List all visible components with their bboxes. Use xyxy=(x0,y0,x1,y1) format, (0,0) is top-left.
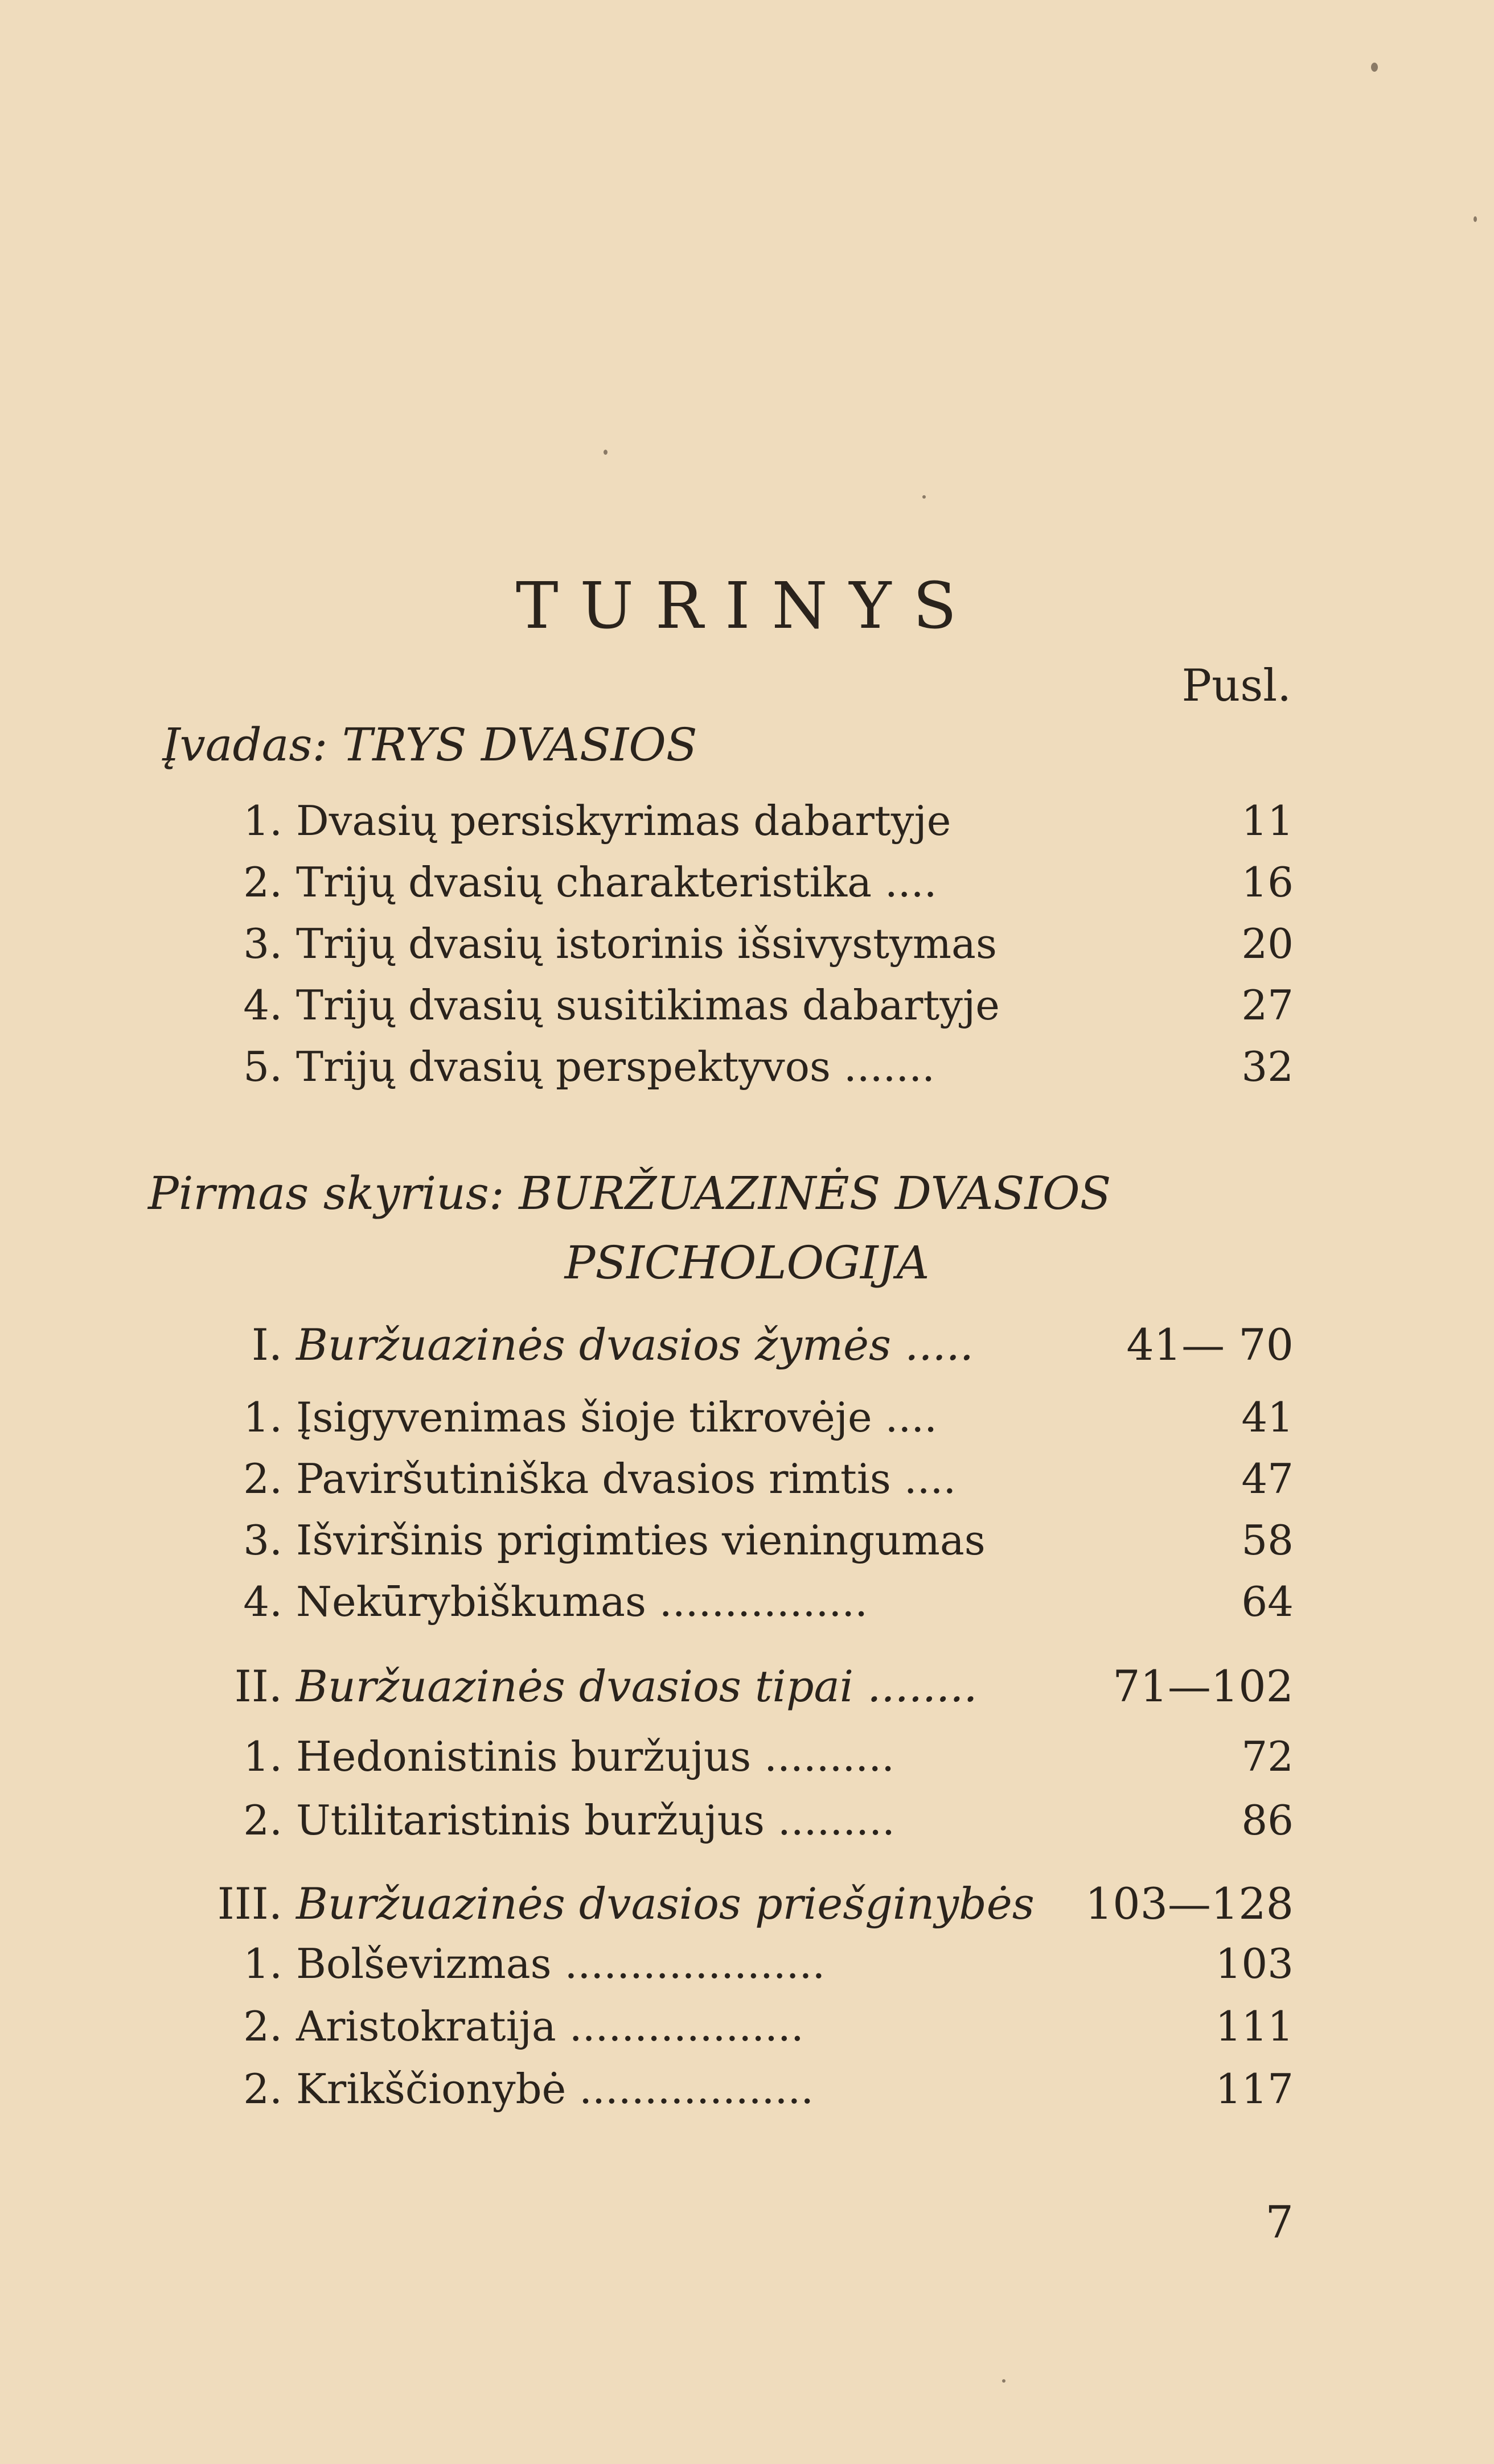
toc-section xyxy=(0,1878,1494,1935)
chapter-subheading: PSICHOLOGIJA xyxy=(564,1236,930,1289)
entry-number: 4. xyxy=(243,981,282,1029)
entry-page: 58 xyxy=(1241,1516,1294,1564)
toc-entry xyxy=(0,2002,1494,2059)
entry-page: 11 xyxy=(1241,797,1294,845)
toc-entry xyxy=(0,797,1494,854)
section-number: II. xyxy=(234,1661,282,1712)
section-pages: 41— 70 xyxy=(1126,1319,1294,1370)
entry-number: 4. xyxy=(243,1578,282,1626)
entry-title: Trijų dvasių charakteristika .... xyxy=(296,858,937,906)
paper-speck xyxy=(1002,2379,1005,2383)
entry-title: Bolševizmas .................... xyxy=(296,1940,826,1988)
toc-entry xyxy=(0,1578,1494,1635)
paper-speck xyxy=(1371,63,1378,72)
toc-entry xyxy=(0,858,1494,915)
section-title: Buržuazinės dvasios priešginybės xyxy=(296,1878,1035,1929)
page-title: TURINYS xyxy=(515,569,979,643)
entry-title: Įsigyvenimas šioje tikrovėje .... xyxy=(296,1393,938,1441)
entry-title: Krikščionybė .................. xyxy=(296,2065,814,2113)
entry-page: 41 xyxy=(1241,1393,1294,1441)
section-number: III. xyxy=(217,1878,282,1929)
section-title: Buržuazinės dvasios žymės ..... xyxy=(296,1319,974,1370)
toc-entry xyxy=(0,981,1494,1038)
entry-title: Trijų dvasių perspektyvos ....... xyxy=(296,1043,935,1091)
toc-entry xyxy=(0,1940,1494,1997)
entry-title: Išviršinis prigimties vieningumas xyxy=(296,1516,986,1564)
toc-entry xyxy=(0,1516,1494,1573)
intro-heading: Įvadas: TRYS DVASIOS xyxy=(162,718,697,771)
paper-speck xyxy=(604,450,608,455)
entry-title: Aristokratija .................. xyxy=(296,2002,804,2050)
toc-entry xyxy=(0,1455,1494,1512)
entry-title: Hedonistinis buržujus .......... xyxy=(296,1733,894,1780)
toc-section xyxy=(0,1661,1494,1718)
entry-number: 2. xyxy=(243,2002,282,2050)
toc-entry xyxy=(0,1043,1494,1100)
entry-number: 1. xyxy=(243,1733,282,1780)
entry-title: Dvasių persiskyrimas dabartyje xyxy=(296,797,951,845)
entry-page: 47 xyxy=(1241,1455,1294,1503)
toc-entry xyxy=(0,1796,1494,1853)
entry-number: 2. xyxy=(243,1796,282,1844)
toc-entry xyxy=(0,920,1494,977)
entry-number: 1. xyxy=(243,1940,282,1988)
toc-entry xyxy=(0,2065,1494,2122)
entry-number: 1. xyxy=(243,1393,282,1441)
section-number: I. xyxy=(251,1319,282,1370)
entry-number: 2. xyxy=(243,2065,282,2113)
toc-section xyxy=(0,1319,1494,1376)
toc-entry xyxy=(0,1733,1494,1790)
section-title: Buržuazinės dvasios tipai ........ xyxy=(296,1661,978,1712)
entry-page: 117 xyxy=(1215,2065,1294,2113)
toc-entry xyxy=(0,1393,1494,1450)
entry-number: 3. xyxy=(243,1516,282,1564)
entry-page: 16 xyxy=(1241,858,1294,906)
chapter-heading: Pirmas skyrius: BURŽUAZINĖS DVASIOS xyxy=(148,1167,1111,1220)
entry-page: 20 xyxy=(1241,920,1294,968)
entry-page: 103 xyxy=(1215,1940,1294,1988)
entry-page: 86 xyxy=(1241,1796,1294,1844)
entry-title: Paviršutiniška dvasios rimtis .... xyxy=(296,1455,957,1503)
section-pages: 71—102 xyxy=(1113,1661,1294,1712)
entry-title: Nekūrybiškumas ................ xyxy=(296,1578,868,1626)
entry-number: 2. xyxy=(243,1455,282,1503)
entry-title: Trijų dvasių istorinis išsivystymas xyxy=(296,920,997,968)
paper-speck xyxy=(922,495,926,499)
page-column-header: Pusl. xyxy=(1181,660,1291,711)
entry-page: 27 xyxy=(1241,981,1294,1029)
entry-title: Utilitaristinis buržujus ......... xyxy=(296,1796,895,1844)
entry-page: 111 xyxy=(1215,2002,1294,2050)
entry-number: 2. xyxy=(243,858,282,906)
section-pages: 103—128 xyxy=(1085,1878,1294,1929)
entry-number: 1. xyxy=(243,797,282,845)
entry-number: 5. xyxy=(243,1043,282,1091)
entry-title: Trijų dvasių susitikimas dabartyje xyxy=(296,981,1000,1029)
entry-page: 72 xyxy=(1241,1733,1294,1780)
entry-number: 3. xyxy=(243,920,282,968)
page-number: 7 xyxy=(1265,2197,1294,2248)
entry-page: 64 xyxy=(1241,1578,1294,1626)
entry-page: 32 xyxy=(1241,1043,1294,1091)
paper-speck xyxy=(1474,216,1477,222)
